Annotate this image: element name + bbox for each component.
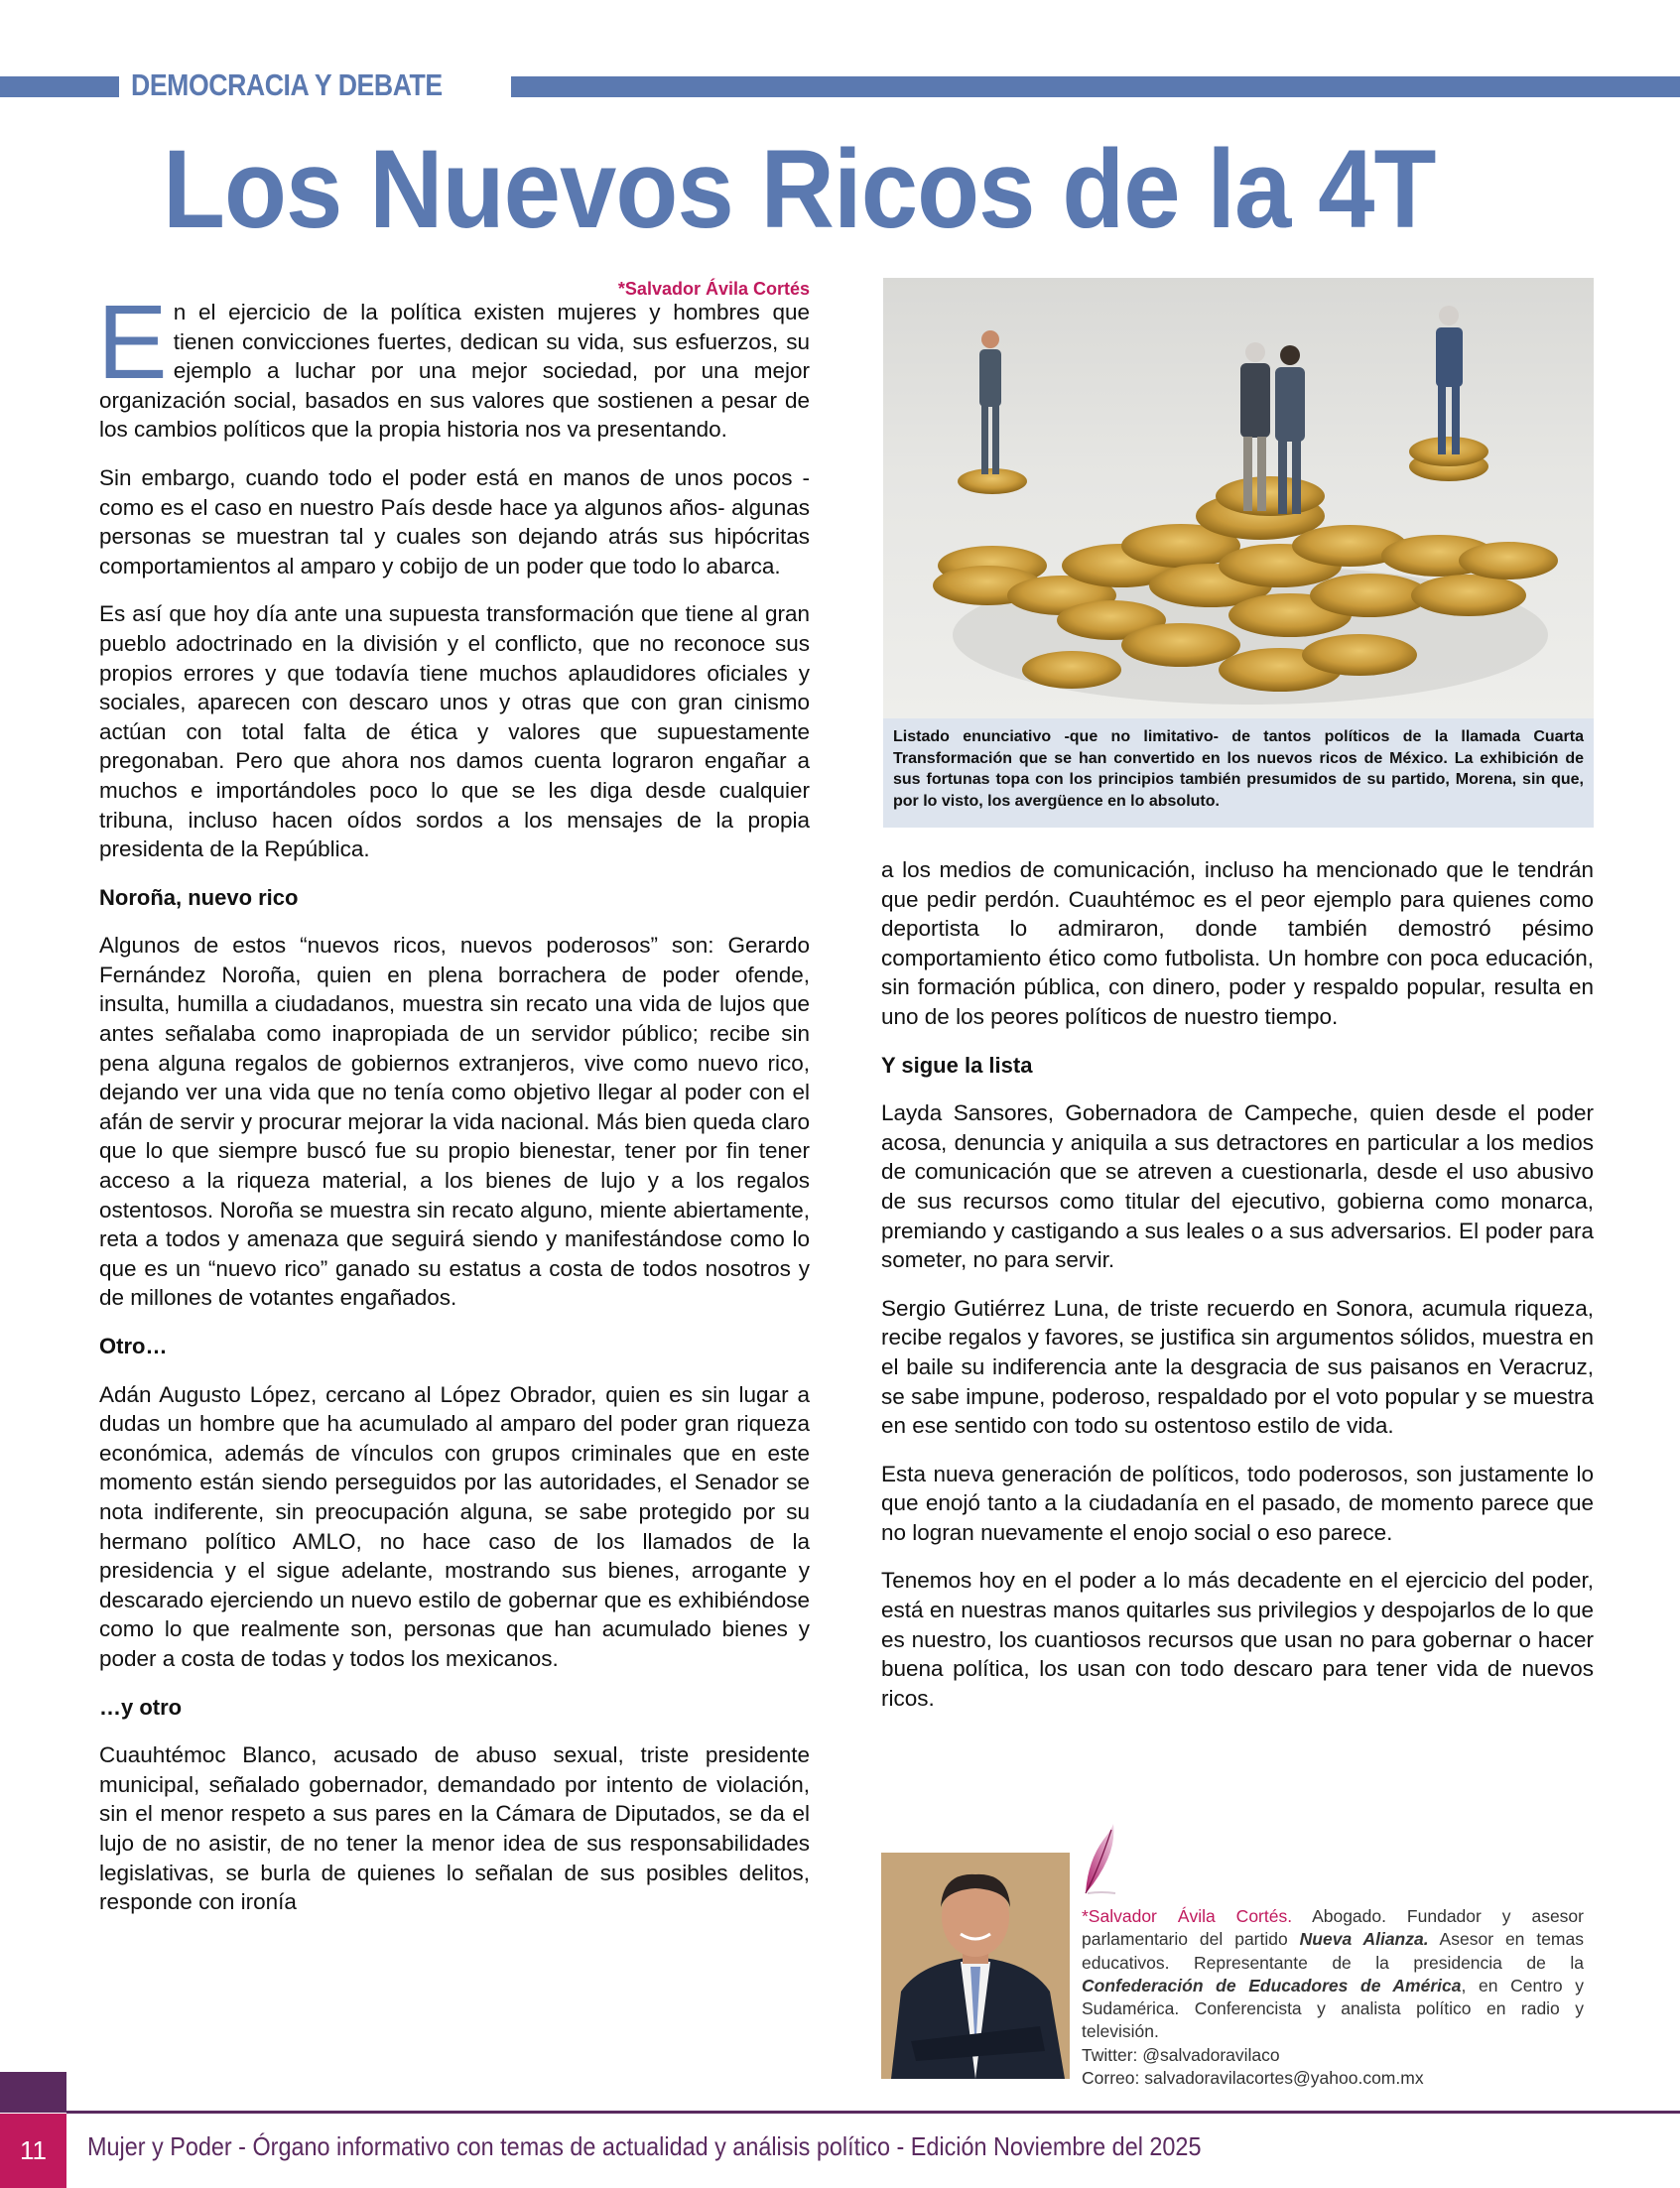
section-bar-right [511, 76, 1680, 97]
paragraph: Algunos de estos “nuevos ricos, nuevos poderosos” son: Gerardo Fernández Noroña, quien en plena borrachera de poder ofende, insulta, humilla a ciudadanos, muestra sin recato una vida de lujos que antes señalaba como inapropiada de un servidor público; recibe sin pena alguna regalos de gobiernos extranjeros, vive como nuevo rico, dejando ver una vida que no tenía como objetivo llegar al poder con el afán de servir y procurar mejorar la vida nacional. Más bien queda claro que lo que siempre buscó fue su propio bienestar, tener por fin tener acceso a la riqueza material, a los bienes de lujo y a los regalos ostentosos. Noroña se muestra sin recato alguno, miente abiertamente, reta a todos y amenaza que seguirá siendo y manifestándose como lo que es un “nuevo rico” ganado su estatus a costa de todos nosotros y de millones de votantes engañados. [99, 933, 810, 1311]
author-bio [1082, 1905, 1584, 2090]
paragraph: Sergio Gutiérrez Luna, de triste recuerdo en Sonora, acumula riqueza, recibe regalos y favores, se justifica sin argumentos sólidos, muestra en el baile su indiferencia ante la desgracia de sus paisanos en Veracruz, se sabe impune, poderoso, respaldado por el voto popular y se muestra en ese sentido con todo su ostentoso estilo de vida. [881, 1295, 1594, 1439]
author-bio-name: *Salvador Ávila Cortés. [1082, 1906, 1293, 1926]
author-portrait [881, 1853, 1070, 2079]
paragraph: Es así que hoy día ante una supuesta transformación que tiene al gran pueblo adoctrinado en la división y el conflicto, que no reconoce sus propios errores y que todavía tiene muchos aplaudidores oficiales y sociales, aparecen con descaro unos y otras que con gran cinismo actúan con total falta de ética y valores que supuestamente pregonaban. Pero que ahora nos damos cuenta lograron engañar a muchos e importándoles poco lo que se les diga desde cualquier tribuna, incluso hacen oídos sordos a los mensajes de la propia presidenta de la República. [99, 601, 810, 862]
author-bio-text: Asesor en temas educativos. Representante de la presidencia de la [1082, 1929, 1584, 1973]
paragraph: Esta nueva generación de políticos, todo poderosos, son justamente lo que enojó tanto a la ciudadanía en el pasado, de momento parece que no logran nuevamente el enojo social o eso parece. [881, 1461, 1594, 1545]
subheading-sigue-la-lista: Y sigue la lista [881, 1052, 1033, 1078]
coins-figures-illustration [883, 278, 1594, 718]
paragraph: Adán Augusto López, cercano al López Obrador, quien es sin lugar a dudas un hombre que ha acumulado al amparo del poder gran riqueza económica, además de vínculos con grupos criminales que en este momento están siendo perseguidos por las autoridades, el Senador se nota indiferente, sin preocupación alguna, se sabe protegido por su hermano político AMLO, no hace caso de los llamados de la presidencia y el sigue adelante, mostrando sus bienes, arrogante y descarado ejerciendo un nuevo estilo de gobernar que es exhibiéndose como lo que realmente son, personas que han acumulado bienes y poder a costa de todas y todos los mexicanos. [99, 1381, 810, 1671]
paragraph: Cuauhtémoc Blanco, acusado de abuso sexual, triste presidente municipal, señalado gobernador, demandado por intento de violación, sin el menor respeto a sus pares en la Cámara de Diputados, se da el lujo de no asistir, de no tener la menor idea de sus responsabilidades legislativas, se burla de quienes lo señalan de sus posibles delitos, responde con ironía [99, 1742, 810, 1915]
section-bar-left [0, 76, 119, 97]
section-label: DEMOCRACIA Y DEBATE [131, 67, 443, 102]
footer-divider [66, 2111, 1680, 2114]
paragraph: a los medios de comunicación, incluso ha mencionado que le tendrán que pedir perdón. Cuauhtémoc es el peor ejemplo para quienes como deportista lo admiraron, donde también demostró pésimo comportamiento ético como futbolista. Un hombre con poca educación, sin formación pública, con dinero, poder y respaldo popular, resulta en uno de los peores políticos de nuestro tiempo. [881, 857, 1594, 1029]
subheading-norona: Noroña, nuevo rico [99, 884, 299, 910]
paragraph: Sin embargo, cuando todo el poder está en manos de unos pocos -como es el caso en nuestro País desde hace ya algunos años- algunas personas se muestran tal y cuales son dejando atrás sus hipócritas comportamientos al amparo y cobijo de un poder que todo lo abarca. [99, 464, 810, 579]
figure-right [1436, 306, 1463, 454]
author-bio-text: Abogado. Fundador y asesor parlamentario del partido [1082, 1906, 1584, 1950]
author-twitter: Twitter: @salvadoravilaco [1082, 2044, 1280, 2065]
figure-left [979, 330, 1001, 474]
author-bio-org: Confederación de Educadores de América [1082, 1975, 1462, 1995]
subheading-otro: Otro… [99, 1334, 168, 1358]
feather-quill-icon [1082, 1822, 1121, 1901]
author-bio-text: , en Centro y Sudamérica. Conferencista y analista político en radio y televisión. [1082, 1975, 1584, 2042]
author-email: Correo: salvadoravilacortes@yahoo.com.mx [1082, 2068, 1424, 2089]
article-byline: *Salvador Ávila Cortés [617, 279, 810, 299]
footer-publication-text: Mujer y Poder - Órgano informativo con temas de actualidad y análisis político - Edición Noviembre del 2025 [87, 2131, 1202, 2161]
page-number: 11 [0, 2114, 66, 2188]
paragraph: Tenemos hoy en el poder a lo más decadente en el ejercicio del poder, está en nuestras manos quitarles sus privilegios y despojarlos de lo que es nuestro, los cuantiosos recursos que usan no para gobernar o hacer buena política, los usan con todo descaro para tener vida de nuevos ricos. [881, 1568, 1594, 1711]
subheading-y-otro: …y otro [99, 1694, 183, 1720]
author-photo [881, 1853, 1070, 2079]
photo-caption: Listado enunciativo -que no limitativo- de tantos políticos de la llamada Cuarta Transformación que se han convertido en los nuevos ricos de México. La exhibición de sus fortunas topa con los principios también presumidos de su partido, Morena, sin que, por lo visto, los avergüence en lo absoluto. [883, 718, 1594, 828]
intro-text: n el ejercicio de la política existen mujeres y hombres que tienen convicciones fuertes, dedican su vida, sus esfuerzos, su ejemplo a luchar por una mejor sociedad, por una mejor organización social, basados en sus valores que sostienen a pesar de los cambios políticos que la propia historia nos va presentando. [99, 300, 810, 443]
right-column [881, 855, 1594, 1732]
article-photo [883, 278, 1594, 718]
footer-purple-block [0, 2072, 66, 2113]
article-title: Los Nuevos Ricos de la 4T [163, 127, 1436, 251]
paragraph: Layda Sansores, Gobernadora de Campeche, quien desde el poder acosa, denuncia y aniquila a sus detractores en particular a los medios de comunicación que se atreven a cuestionarla, desde el uso abusivo de sus recursos como titular del ejecutivo, gobierna como monarca, premiando y castigando a sus leales o a sus adversarios. El poder para someter, no para servir. [881, 1100, 1594, 1273]
author-bio-party: Nueva Alianza. [1299, 1929, 1429, 1950]
drop-cap: E [97, 284, 168, 401]
